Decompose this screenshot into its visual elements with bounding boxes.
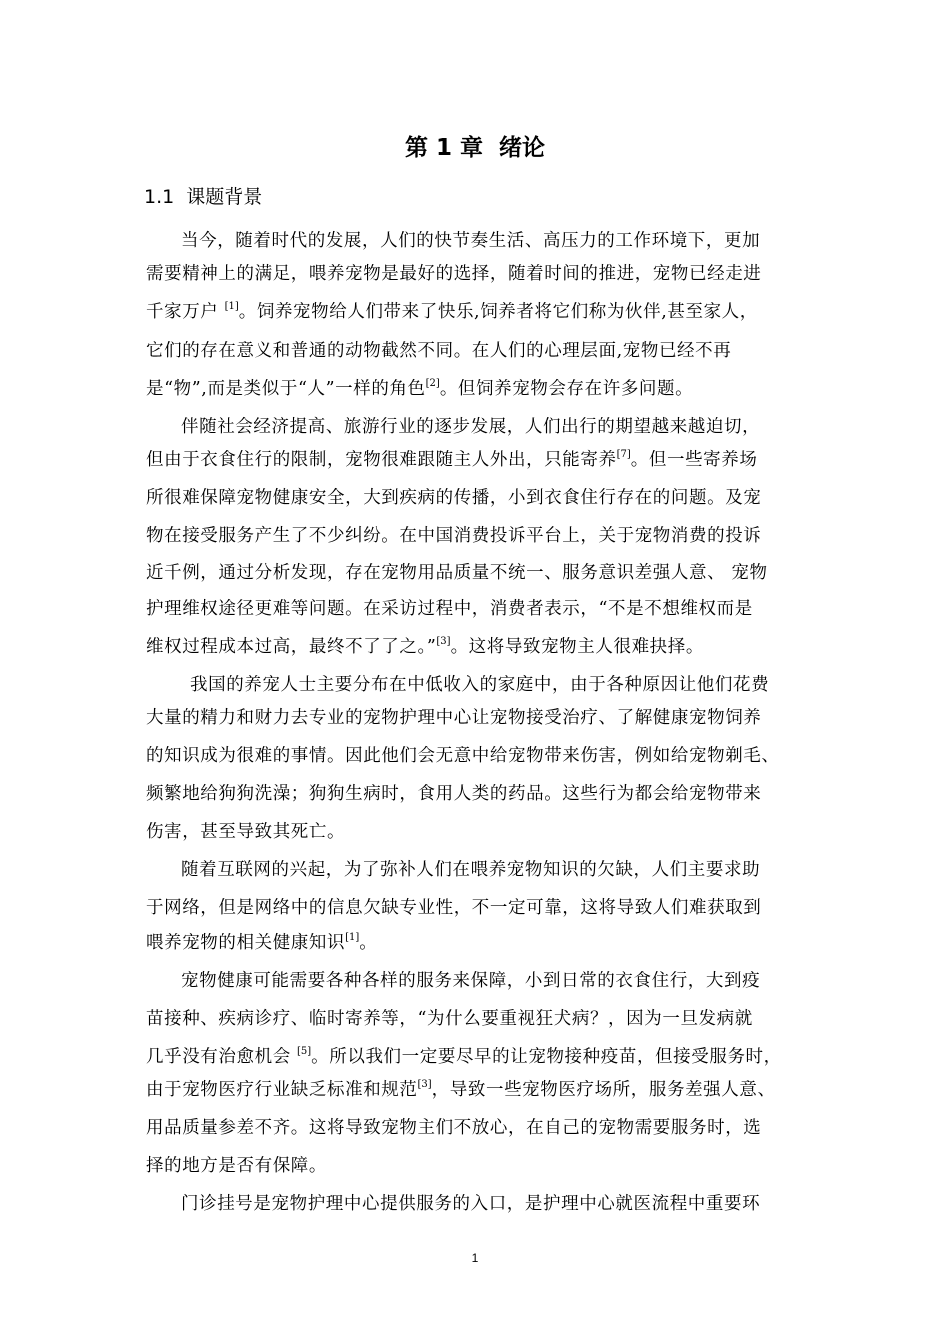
paragraph-line: 护理维权途径更难等问题。在采访过程中，消费者表示，“不是不想维权而是 (146, 599, 753, 619)
paragraph-line: 由于宠物医疗行业缺乏标准和规范[3]，导致一些宠物医疗场所，服务差强人意、 (146, 1079, 776, 1100)
paragraph-line: 伴随社会经济提高、旅游行业的逐步发展，人们出行的期望越来越迫切， (181, 417, 761, 437)
paragraph-line: 但由于衣食住行的限制，宠物很难跟随主人外出，只能寄养[7]。但一些寄养场 (146, 449, 758, 470)
paragraph-line: 门诊挂号是宠物护理中心提供服务的入口，是护理中心就医流程中重要环 (181, 1194, 761, 1214)
paragraph-line: 用品质量参差不齐。这将导致宠物主们不放心，在自己的宠物需要服务时，选 (146, 1118, 762, 1138)
paragraph-line: 的知识成为很难的事情。因此他们会无意中给宠物带来伤害，例如给宠物剃毛、 (146, 746, 780, 766)
paragraph-line: 千家万户 [1]。饲养宠物给人们带来了快乐,饲养者将它们称为伙伴,甚至家人， (146, 301, 758, 322)
citation-ref: [5] (296, 1046, 312, 1057)
paragraph-line: 当今，随着时代的发展，人们的快节奏生活、高压力的工作环境下，更加 (181, 231, 761, 251)
paragraph-line: 物在接受服务产生了不少纠纷。在中国消费投诉平台上，关于宠物消费的投诉 (146, 526, 762, 546)
paragraph-line: 喂养宠物的相关健康知识[1]。 (146, 932, 378, 953)
chapter-title: 第 1 章 绪论 (404, 135, 546, 161)
paragraph-line: 近千例，通过分析发现，存在宠物用品质量不统一、服务意识差强人意、 宠物 (146, 563, 768, 583)
citation-ref: [3] (436, 636, 451, 647)
paragraph-line: 随着互联网的兴起，为了弥补人们在喂养宠物知识的欠缺，人们主要求助 (181, 860, 761, 880)
citation-ref: [7] (616, 449, 631, 460)
paragraph-line: 是“物”,而是类似于“人”一样的角色[2]。但饲养宠物会存在许多问题。 (146, 378, 694, 399)
paragraph-line: 维权过程成本过高，最终不了了之。”[3]。这将导致宠物主人很难抉择。 (146, 636, 704, 657)
citation-ref: [1] (345, 932, 360, 943)
page-number: 1 (471, 1251, 479, 1265)
paragraph-line: 频繁地给狗狗洗澡；狗狗生病时，食用人类的药品。这些行为都会给宠物带来 (146, 784, 762, 804)
paragraph-line: 苗接种、疾病诊疗、临时寄养等，“为什么要重视狂犬病？，因为一旦发病就 (146, 1009, 753, 1029)
paragraph-line: 我国的养宠人士主要分布在中低收入的家庭中，由于各种原因让他们花费 (190, 675, 770, 695)
section-title: 1.1 课题背景 (144, 186, 263, 208)
paragraph-line: 大量的精力和财力去专业的宠物护理中心让宠物接受治疗、了解健康宠物饲养 (146, 708, 762, 728)
paragraph-line: 伤害，甚至导致其死亡。 (146, 822, 346, 842)
paragraph-line: 它们的存在意义和普通的动物截然不同。在人们的心理层面,宠物已经不再 (146, 341, 732, 361)
paragraph-line: 宠物健康可能需要各种各样的服务来保障，小到日常的衣食住行，大到疫 (181, 971, 761, 991)
citation-ref: [2] (425, 378, 440, 389)
paragraph-line: 需要精神上的满足，喂养宠物是最好的选择，随着时间的推进，宠物已经走进 (146, 264, 762, 284)
paragraph-line: 择的地方是否有保障。 (146, 1156, 327, 1176)
paragraph-line: 几乎没有治愈机会 [5]。所以我们一定要尽早的让宠物接种疫苗，但接受服务时， (146, 1046, 782, 1067)
citation-ref: [1] (224, 301, 239, 312)
paragraph-line: 所很难保障宠物健康安全，大到疾病的传播，小到衣食住行存在的问题。及宠 (146, 488, 762, 508)
paragraph-line: 于网络，但是网络中的信息欠缺专业性，不一定可靠，这将导致人们难获取到 (146, 898, 762, 918)
citation-ref: [3] (417, 1079, 432, 1090)
